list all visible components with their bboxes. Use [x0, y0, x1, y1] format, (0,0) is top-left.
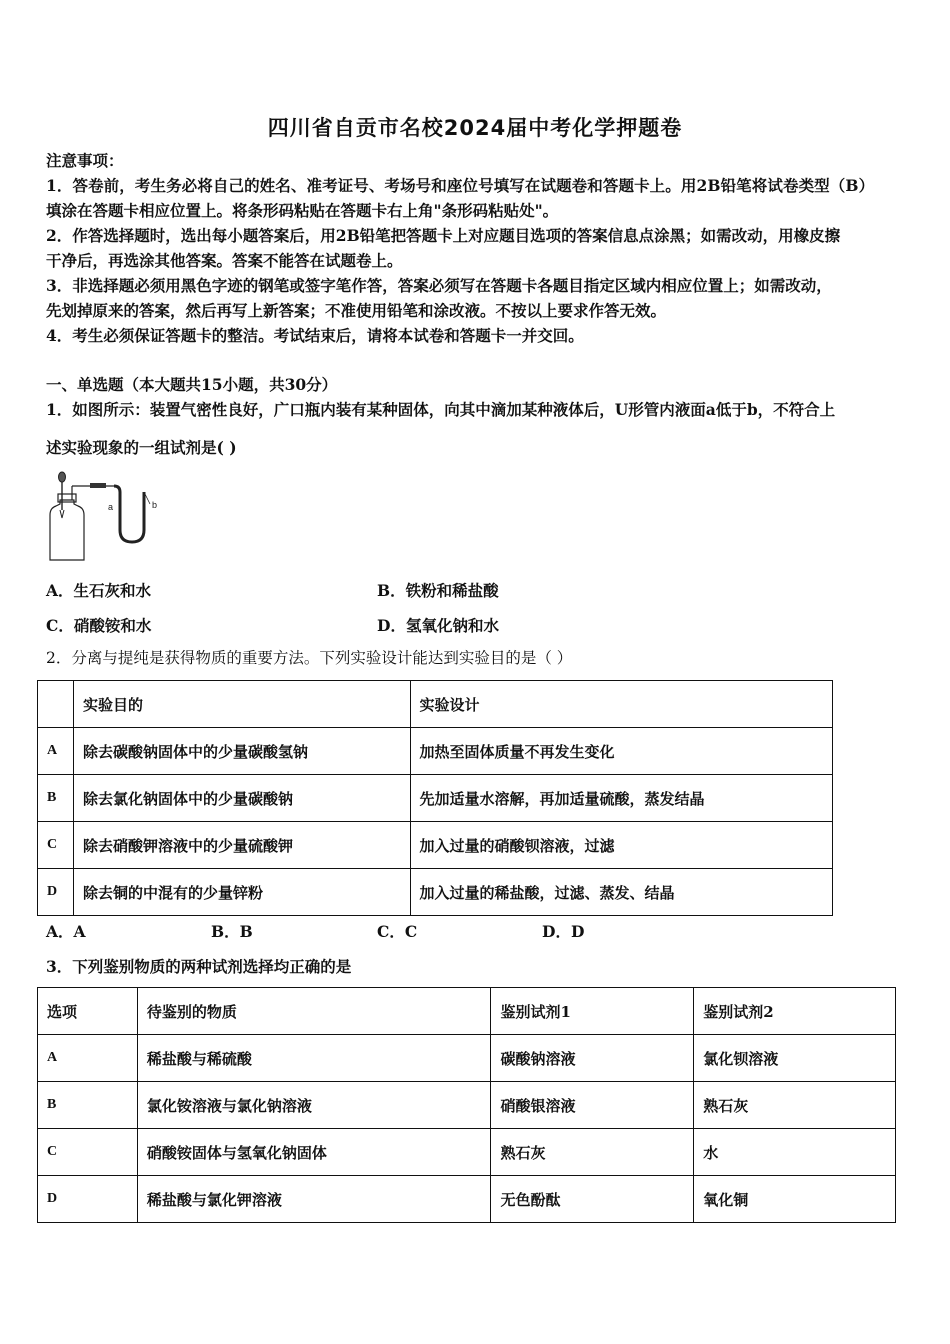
table-cell: 氯化钡溶液: [694, 1035, 896, 1082]
q1-option-d[interactable]: D．氢氧化钠和水: [377, 616, 499, 635]
table-cell: 除去硝酸钾溶液中的少量硫酸钾: [73, 822, 410, 869]
table-cell: D: [38, 1176, 138, 1223]
table-cell: 熟石灰: [491, 1129, 694, 1176]
table-cell: 硝酸银溶液: [491, 1082, 694, 1129]
notice-line: 3．非选择题必须用黑色字迹的钢笔或签字笔作答，答案必须写在答题卡各题目指定区域内相应位置上；如需改动，: [46, 276, 832, 295]
table-cell: A: [38, 728, 74, 775]
q1-option-a[interactable]: A．生石灰和水: [46, 581, 152, 600]
notice-line: 1．答卷前，考生务必将自己的姓名、准考证号、考场号和座位号填写在试题卷和答题卡上。用2B铅笔将试卷类型（B）: [46, 176, 875, 195]
table-cell: 氧化铜: [694, 1176, 896, 1223]
table-row: [38, 1176, 896, 1223]
u-tube-apparatus-figure: [44, 470, 174, 570]
table-cell: 熟石灰: [694, 1082, 896, 1129]
question-3-stem: 3．下列鉴别物质的两种试剂选择均正确的是: [46, 957, 352, 976]
notice-line: 4．考生必须保证答题卡的整洁。考试结束后，请将本试卷和答题卡一并交回。: [46, 326, 584, 345]
table-cell: 先加适量水溶解，再加适量硫酸，蒸发结晶: [410, 775, 832, 822]
figure-label-a: a: [108, 502, 114, 512]
notice-line: 干净后，再选涂其他答案。答案不能答在试题卷上。: [46, 251, 403, 270]
table-header-cell: 实验设计: [410, 681, 832, 728]
table-header-cell: 鉴别试剂1: [491, 988, 694, 1035]
q2-table: [37, 680, 833, 916]
table-cell: 除去铜的中混有的少量锌粉: [73, 869, 410, 916]
table-cell: 除去氯化钠固体中的少量碳酸钠: [73, 775, 410, 822]
notice-heading: 注意事项：: [46, 151, 124, 170]
table-header-cell: 实验目的: [73, 681, 410, 728]
table-cell: 氯化铵溶液与氯化钠溶液: [137, 1082, 491, 1129]
table-header-cell: 选项: [38, 988, 138, 1035]
section-heading: 一、单选题（本大题共15小题，共30分）: [46, 375, 338, 394]
table-row: [38, 1082, 896, 1129]
table-cell: B: [38, 1082, 138, 1129]
table-header-row: [38, 681, 833, 728]
table-cell: 加热至固体质量不再发生变化: [410, 728, 832, 775]
table-cell: B: [38, 775, 74, 822]
table-row: [38, 822, 833, 869]
q2-option-a[interactable]: A．A: [46, 922, 86, 941]
table-cell: 硝酸铵固体与氢氧化钠固体: [137, 1129, 491, 1176]
table-header-cell: 鉴别试剂2: [694, 988, 896, 1035]
table-header-row: [38, 988, 896, 1035]
page-title: 四川省自贡市名校2024届中考化学押题卷: [267, 116, 683, 140]
table-cell: D: [38, 869, 74, 916]
question-2-stem: 2．分离与提纯是获得物质的重要方法。下列实验设计能达到实验目的是（ ）: [46, 649, 573, 667]
table-row: [38, 775, 833, 822]
table-row: [38, 1035, 896, 1082]
notice-line: 2．作答选择题时，选出每小题答案后，用2B铅笔把答题卡上对应题目选项的答案信息点涂黑；如需改动，用橡皮擦: [46, 226, 841, 245]
table-cell: 加入过量的硝酸钡溶液，过滤: [410, 822, 832, 869]
table-cell: 无色酚酞: [491, 1176, 694, 1223]
table-row: [38, 728, 833, 775]
notice-line: 填涂在答题卡相应位置上。将条形码粘贴在答题卡右上角"条形码粘贴处"。: [46, 201, 559, 220]
q1-option-b[interactable]: B．铁粉和稀盐酸: [377, 581, 499, 600]
table-cell: 稀盐酸与氯化钾溶液: [137, 1176, 491, 1223]
q2-option-c[interactable]: C．C: [377, 922, 418, 941]
table-header-cell: 待鉴别的物质: [137, 988, 491, 1035]
table-cell: 水: [694, 1129, 896, 1176]
table-cell: 加入过量的稀盐酸，过滤、蒸发、结晶: [410, 869, 832, 916]
question-1-stem-cont: 述实验现象的一组试剂是( ): [46, 438, 237, 457]
table-cell: A: [38, 1035, 138, 1082]
q2-option-b[interactable]: B．B: [211, 922, 253, 941]
figure-label-b: b: [152, 500, 158, 510]
q2-option-d[interactable]: D．D: [542, 922, 585, 941]
table-row: [38, 1129, 896, 1176]
q3-table: [37, 987, 896, 1223]
table-header-cell: [38, 681, 74, 728]
question-1-stem: 1．如图所示：装置气密性良好，广口瓶内装有某种固体，向其中滴加某种液体后，U形管内液面a低于b，不符合上: [46, 400, 836, 419]
table-row: [38, 869, 833, 916]
table-cell: 碳酸钠溶液: [491, 1035, 694, 1082]
q1-option-c[interactable]: C．硝酸铵和水: [46, 616, 152, 635]
table-cell: 稀盐酸与稀硫酸: [137, 1035, 491, 1082]
notice-line: 先划掉原来的答案，然后再写上新答案；不准使用铅笔和涂改液。不按以上要求作答无效。: [46, 301, 667, 320]
table-cell: C: [38, 1129, 138, 1176]
table-cell: C: [38, 822, 74, 869]
table-cell: 除去碳酸钠固体中的少量碳酸氢钠: [73, 728, 410, 775]
